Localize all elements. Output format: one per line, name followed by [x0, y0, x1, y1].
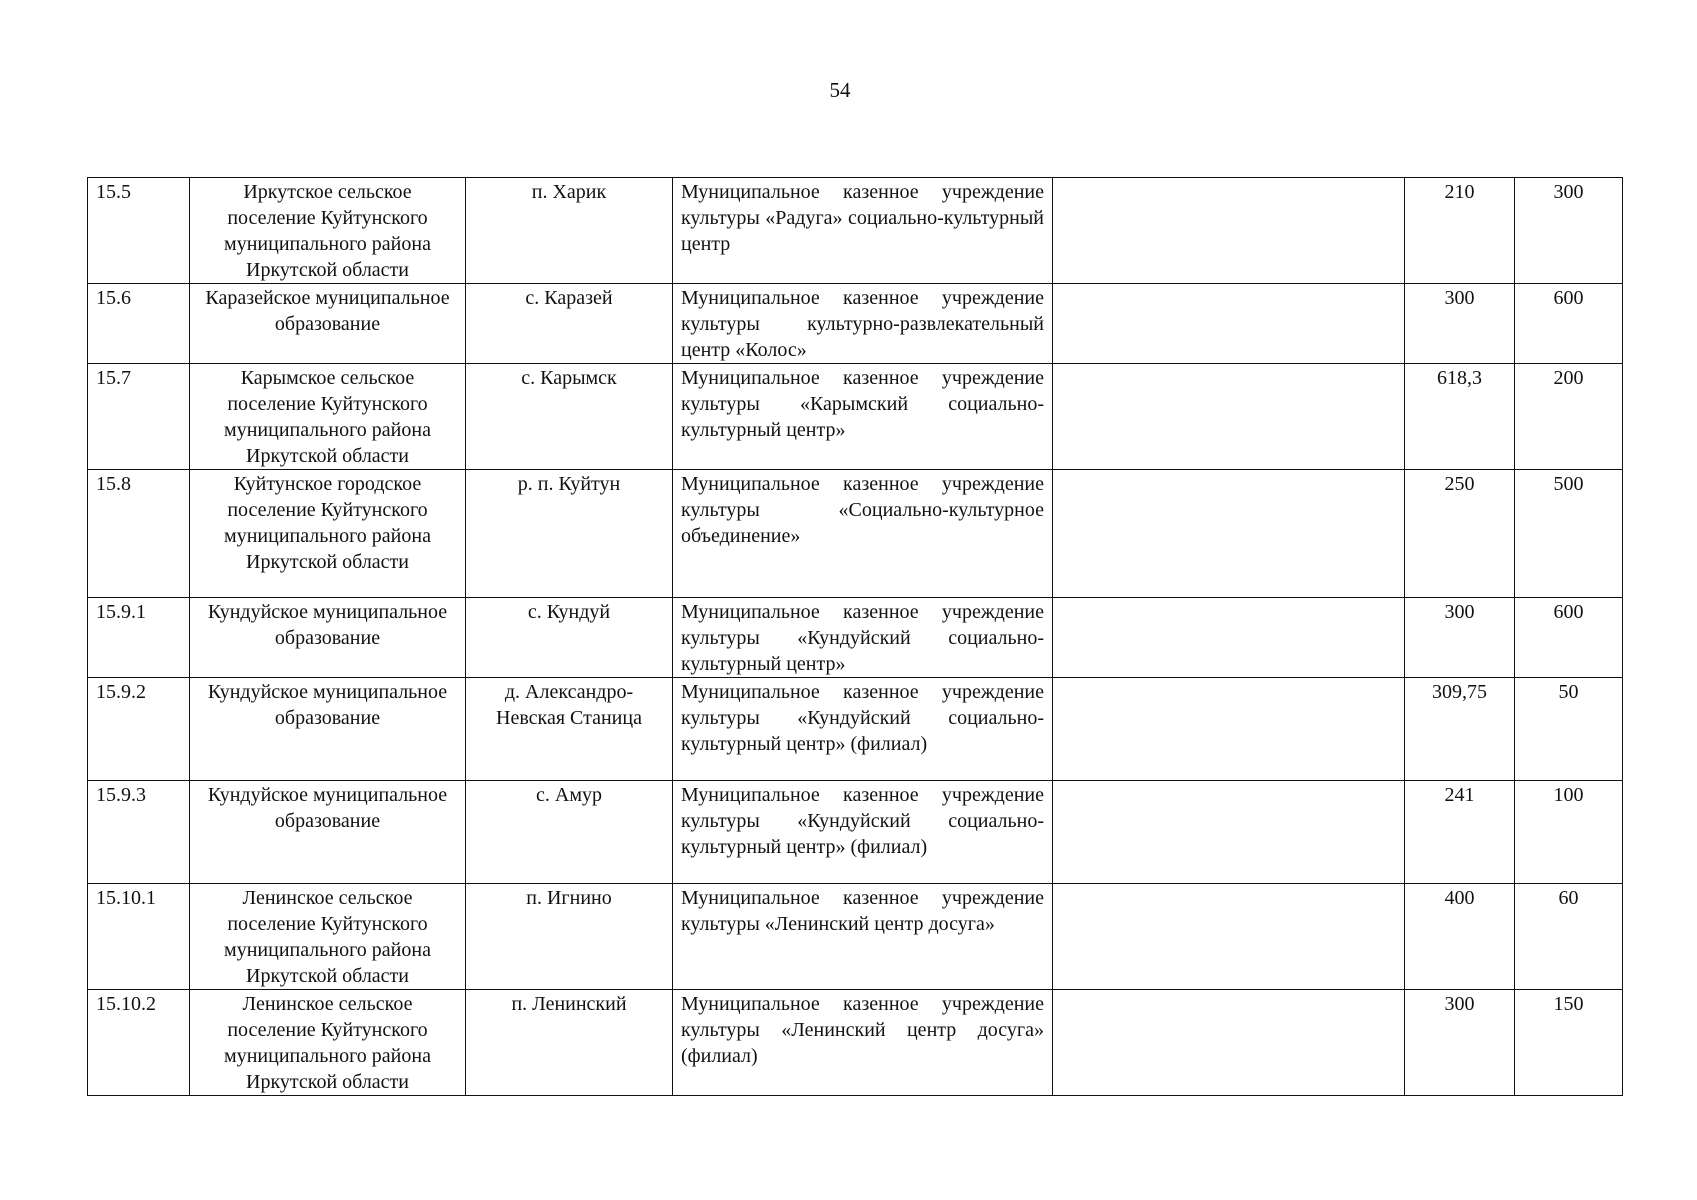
row-number: 15.8	[88, 470, 190, 598]
locality: с. Каразей	[466, 284, 673, 364]
value-1: 241	[1405, 781, 1515, 884]
value-2: 500	[1515, 470, 1623, 598]
value-1: 400	[1405, 884, 1515, 990]
locality: п. Харик	[466, 178, 673, 284]
value-1: 618,3	[1405, 364, 1515, 470]
row-number: 15.7	[88, 364, 190, 470]
institution-name: Муниципальное казенное учреждение культуры «Кундуйский социально-культурный центр» (филиал)	[673, 678, 1053, 781]
row-number: 15.9.1	[88, 598, 190, 678]
settlement-name: Кундуйское муниципальное образование	[190, 678, 466, 781]
value-1: 210	[1405, 178, 1515, 284]
settlement-name: Карымское сельское поселение Куйтунского муниципального района Иркутской области	[190, 364, 466, 470]
institutions-table	[87, 177, 1623, 1096]
table-row	[88, 884, 1623, 990]
row-number: 15.9.3	[88, 781, 190, 884]
locality: с. Амур	[466, 781, 673, 884]
institution-name: Муниципальное казенное учреждение культуры «Ленинский центр досуга»	[673, 884, 1053, 990]
row-number: 15.6	[88, 284, 190, 364]
row-number: 15.9.2	[88, 678, 190, 781]
value-2: 600	[1515, 284, 1623, 364]
value-2: 50	[1515, 678, 1623, 781]
table-row	[88, 781, 1623, 884]
table-row	[88, 990, 1623, 1096]
empty-cell	[1053, 990, 1405, 1096]
locality: д. Александро-Невская Станица	[466, 678, 673, 781]
empty-cell	[1053, 884, 1405, 990]
settlement-name: Иркутское сельское поселение Куйтунского муниципального района Иркутской области	[190, 178, 466, 284]
value-2: 60	[1515, 884, 1623, 990]
value-2: 600	[1515, 598, 1623, 678]
institution-name: Муниципальное казенное учреждение культуры «Кундуйский социально-культурный центр»	[673, 598, 1053, 678]
table-row	[88, 178, 1623, 284]
locality: п. Ленинский	[466, 990, 673, 1096]
row-number: 15.10.2	[88, 990, 190, 1096]
value-2: 200	[1515, 364, 1623, 470]
institution-name: Муниципальное казенное учреждение культуры «Радуга» социально-культурный центр	[673, 178, 1053, 284]
locality: р. п. Куйтун	[466, 470, 673, 598]
value-1: 300	[1405, 598, 1515, 678]
empty-cell	[1053, 178, 1405, 284]
value-1: 300	[1405, 284, 1515, 364]
empty-cell	[1053, 470, 1405, 598]
value-1: 250	[1405, 470, 1515, 598]
institution-name: Муниципальное казенное учреждение культуры «Ленинский центр досуга» (филиал)	[673, 990, 1053, 1096]
table-row	[88, 598, 1623, 678]
empty-cell	[1053, 364, 1405, 470]
institution-name: Муниципальное казенное учреждение культуры «Кундуйский социально-культурный центр» (филиал)	[673, 781, 1053, 884]
empty-cell	[1053, 284, 1405, 364]
value-2: 100	[1515, 781, 1623, 884]
empty-cell	[1053, 781, 1405, 884]
value-2: 300	[1515, 178, 1623, 284]
empty-cell	[1053, 598, 1405, 678]
settlement-name: Кундуйское муниципальное образование	[190, 781, 466, 884]
row-number: 15.5	[88, 178, 190, 284]
settlement-name: Ленинское сельское поселение Куйтунского муниципального района Иркутской области	[190, 884, 466, 990]
table-row	[88, 284, 1623, 364]
locality: п. Игнино	[466, 884, 673, 990]
institution-name: Муниципальное казенное учреждение культуры «Социально-культурное объединение»	[673, 470, 1053, 598]
settlement-name: Ленинское сельское поселение Куйтунского муниципального района Иркутской области	[190, 990, 466, 1096]
empty-cell	[1053, 678, 1405, 781]
value-1: 300	[1405, 990, 1515, 1096]
row-number: 15.10.1	[88, 884, 190, 990]
value-2: 150	[1515, 990, 1623, 1096]
institution-name: Муниципальное казенное учреждение культуры «Карымский социально-культурный центр»	[673, 364, 1053, 470]
locality: с. Кундуй	[466, 598, 673, 678]
settlement-name: Кундуйское муниципальное образование	[190, 598, 466, 678]
table-row	[88, 678, 1623, 781]
locality: с. Карымск	[466, 364, 673, 470]
page-number: 54	[829, 78, 851, 102]
value-1: 309,75	[1405, 678, 1515, 781]
table-row	[88, 364, 1623, 470]
institution-name: Муниципальное казенное учреждение культуры культурно-развлекательный центр «Колос»	[673, 284, 1053, 364]
settlement-name: Каразейское муниципальное образование	[190, 284, 466, 364]
settlement-name: Куйтунское городское поселение Куйтунского муниципального района Иркутской области	[190, 470, 466, 598]
table-row	[88, 470, 1623, 598]
